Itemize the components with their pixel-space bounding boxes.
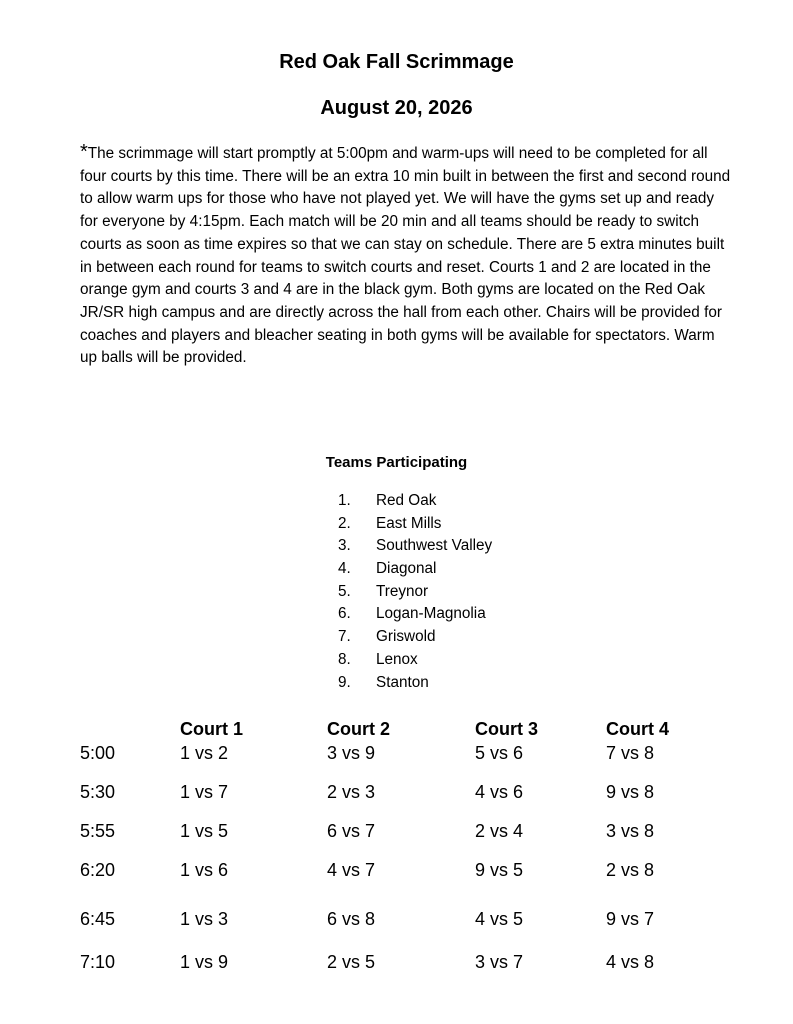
- intro-text: The scrimmage will start promptly at 5:00pm and warm-ups will need to be completed for all four courts by this time. There will be an extra 10 min built in between the first and second round to allow warm ups for those who have not played yet. We will have the gyms set up and ready for everyone by 4:15pm. Each match will be 20 min and all teams should be ready to switch courts as soon as time expires so that we can stay on schedule. There are 5 extra minutes built in between each round for teams to switch courts and reset. Courts 1 and 2 are located in the orange gym and courts 3 and 4 are in the black gym. Both gyms are located on the Red Oak JR/SR high campus and are directly across the hall from each other. Chairs will be provided for coaches and players and bleacher seating in both gyms will be available for spectators. Warm up balls will be provided.: [80, 145, 731, 367]
- team-number: 8.: [338, 650, 351, 668]
- team-name: Stanton: [376, 673, 429, 691]
- round-time: 5:30: [80, 782, 116, 802]
- match-cell: 9 vs 7: [606, 909, 655, 929]
- match-cell: 3 vs 8: [606, 821, 655, 841]
- team-list: [338, 490, 492, 694]
- team-name: Treynor: [376, 582, 429, 600]
- team-name: Griswold: [376, 628, 436, 646]
- team-number: 9.: [338, 673, 351, 691]
- intro-paragraph: [80, 143, 732, 370]
- match-cell: 4 vs 6: [475, 782, 524, 802]
- team-item: [338, 535, 492, 558]
- round-time: 5:00: [80, 743, 116, 763]
- court-header: Court 1: [180, 719, 243, 739]
- team-name: Lenox: [376, 650, 418, 668]
- match-cell: 9 vs 8: [606, 782, 655, 802]
- team-item: [338, 603, 492, 626]
- match-cell: 4 vs 8: [606, 952, 655, 972]
- match-cell: 9 vs 5: [475, 860, 524, 880]
- team-name: Logan-Magnolia: [376, 605, 486, 623]
- team-number: 7.: [338, 628, 351, 646]
- team-number: 2.: [338, 514, 351, 532]
- team-number: 3.: [338, 537, 351, 555]
- team-item: [338, 672, 492, 695]
- match-cell: 2 vs 4: [475, 821, 524, 841]
- round-time: 6:20: [80, 860, 116, 880]
- match-cell: 1 vs 6: [180, 860, 229, 880]
- team-name: Southwest Valley: [376, 537, 493, 555]
- match-cell: 2 vs 3: [327, 782, 376, 802]
- team-item: [338, 626, 492, 649]
- team-name: East Mills: [376, 514, 442, 532]
- team-item: [338, 490, 492, 513]
- team-item: [338, 649, 492, 672]
- team-number: 1.: [338, 492, 351, 509]
- round-time: 7:10: [80, 952, 116, 972]
- match-cell: 1 vs 3: [180, 909, 229, 929]
- match-cell: 3 vs 7: [475, 952, 524, 972]
- match-cell: 5 vs 6: [475, 743, 524, 763]
- team-item: [338, 581, 492, 604]
- team-item: [338, 513, 492, 536]
- match-cell: 6 vs 7: [327, 821, 376, 841]
- match-cell: 1 vs 7: [180, 782, 229, 802]
- team-number: 5.: [338, 582, 351, 600]
- match-cell: 4 vs 5: [475, 909, 524, 929]
- team-name: Diagonal: [376, 560, 437, 578]
- match-cell: 1 vs 5: [180, 821, 229, 841]
- team-number: 6.: [338, 605, 351, 623]
- page-title: Red Oak Fall Scrimmage: [279, 51, 514, 73]
- match-cell: 3 vs 9: [327, 743, 376, 763]
- match-cell: 1 vs 2: [180, 743, 229, 763]
- match-cell: 2 vs 8: [606, 860, 655, 880]
- event-date: August 20, 2026: [320, 97, 473, 119]
- teams-heading: Teams Participating: [325, 454, 468, 471]
- round-time: 6:45: [80, 909, 116, 929]
- team-number: 4.: [338, 560, 351, 578]
- match-cell: 1 vs 9: [180, 952, 229, 972]
- court-header: Court 4: [606, 719, 669, 739]
- match-cell: 7 vs 8: [606, 743, 655, 763]
- match-cell: 2 vs 5: [327, 952, 376, 972]
- court-header: Court 3: [475, 719, 538, 739]
- asterisk-mark: *: [80, 141, 88, 163]
- court-header: Court 2: [327, 719, 390, 739]
- team-name: Red Oak: [376, 492, 437, 509]
- round-time: 5:55: [80, 821, 116, 841]
- match-cell: 6 vs 8: [327, 909, 376, 929]
- match-cell: 4 vs 7: [327, 860, 376, 880]
- team-item: [338, 558, 492, 581]
